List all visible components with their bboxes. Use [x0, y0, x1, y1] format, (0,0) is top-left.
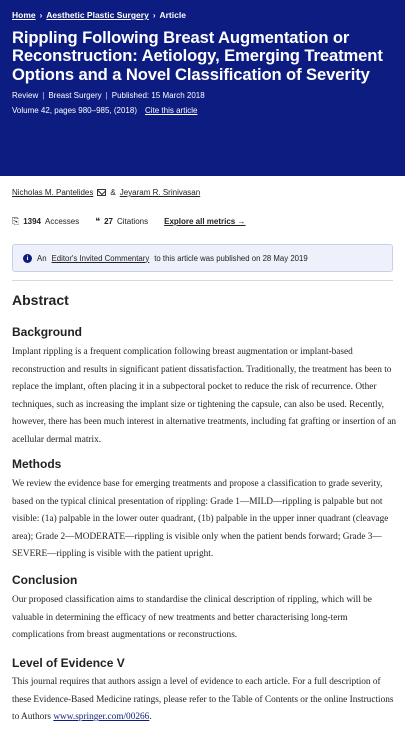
chevron-right-icon: › [39, 10, 43, 20]
breadcrumb [12, 10, 393, 20]
level-of-evidence-heading: Level of Evidence V [12, 656, 125, 670]
breadcrumb-current: Article [159, 10, 186, 20]
accesses-count: 1394 [23, 217, 41, 226]
methods-heading: Methods [12, 457, 62, 471]
accesses-icon: ⎘ [12, 216, 20, 226]
conclusion-heading: Conclusion [12, 573, 78, 587]
level-of-evidence-text: This journal requires that authors assign a level of evidence to each article. For a full description of these Evidence-Based Medicine ratings, please refer to the Table of Contents or the online Instructions to Authors www.springer.com/00266. [12, 677, 394, 723]
breadcrumb-home-link[interactable]: Home [12, 10, 36, 20]
published-date: Published: 15 March 2018 [111, 90, 205, 100]
section-divider [12, 280, 393, 281]
author-separator: & [110, 188, 116, 197]
author-list [12, 188, 200, 197]
notice-suffix: to this article was published on 28 May 2019 [154, 253, 308, 263]
commentary-notice [12, 244, 393, 272]
background-text: Implant rippling is a frequent complication following breast augmentation or implant-based reconstruction and results in significant patient dissatisfaction. Traditionally, the treatment has been to replace the implant, often placing it in a subpectoral pocket to reduce the risk of recurrence. Other techniques, such as increasing the implant size or tightening the capsule, can also be used. Recently, however, there has been much interest in alternative treatments, including fat grafting or insertion of an acellular dermal matrix. [12, 347, 397, 445]
springer-instructions-link[interactable]: www.springer.com/00266 [53, 712, 150, 723]
article-volume-row [12, 106, 393, 115]
background-heading: Background [12, 325, 83, 339]
volume-info: Volume 42, pages 980–985, (2018) [12, 105, 137, 115]
editors-commentary-link[interactable]: Editor's Invited Commentary [51, 253, 150, 263]
methods-text: We review the evidence base for emerging treatments and propose a classification to grade severity, based on the typical clinical presentation of rippling: Grade 1—MILD—rippling is palpable but not visible: (1a) palpable in the lower outer quadrant, (1b) palpable in the upper inner quadrant (cleavage area); Grade 2—MODERATE—rippling is visible only when the patient bends forward; Grade 3—SEVERE—rippling is visible with the patient upright. [12, 479, 389, 560]
email-icon[interactable] [97, 189, 106, 196]
explore-metrics-link[interactable]: Explore all metrics → [164, 217, 246, 226]
article-section: Breast Surgery [48, 90, 102, 100]
notice-prefix: An [37, 253, 47, 263]
conclusion-text: Our proposed classification aims to standardise the clinical description of rippling, which will be valuable in determining the efficacy of new treatments and better characterising long-term complications from breast augmentations or reconstructions. [12, 595, 372, 641]
author-link[interactable]: Nicholas M. Pantelides [12, 188, 94, 197]
article-meta [12, 91, 393, 100]
citations-icon: ❝ [95, 216, 101, 226]
meta-separator: | [42, 90, 45, 100]
article-title: Rippling Following Breast Augmentation or Reconstruction: Aetiology, Emerging Treatment Options and a Novel Classification of Severity [12, 28, 383, 84]
article-metrics [12, 216, 245, 227]
cite-this-article-link[interactable]: Cite this article [144, 105, 198, 115]
author-link[interactable]: Jeyaram R. Srinivasan [119, 188, 201, 197]
article-header [0, 0, 405, 176]
info-icon: i [23, 254, 32, 263]
citations-count: 27 [104, 217, 113, 226]
meta-separator: | [105, 90, 108, 100]
abstract-heading: Abstract [12, 292, 69, 308]
article-type: Review [12, 90, 39, 100]
chevron-right-icon: › [152, 10, 156, 20]
citations-label: Citations [116, 217, 149, 226]
breadcrumb-journal-link[interactable]: Aesthetic Plastic Surgery [46, 10, 149, 20]
accesses-label: Accesses [45, 217, 80, 226]
